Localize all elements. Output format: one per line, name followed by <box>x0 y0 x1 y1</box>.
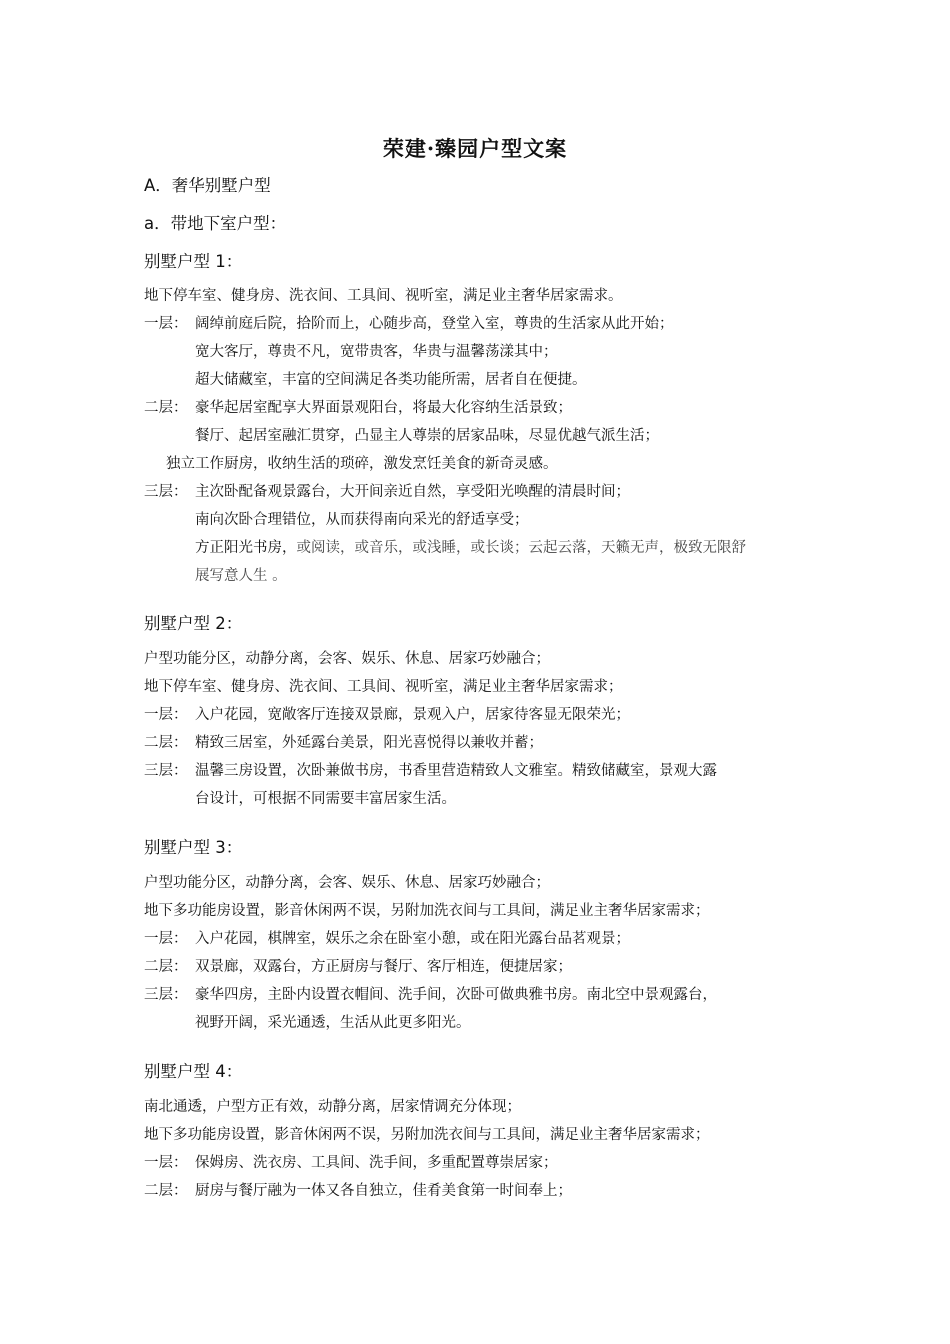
paragraph-line: 地下多功能房设置，影音休闲两不误，另附加洗衣间与工具间，满足业主奢华居家需求； <box>144 1127 710 1143</box>
type-heading: 别墅户型 1： <box>144 252 243 271</box>
floor-line <box>144 1181 572 1201</box>
type-heading: 别墅户型 3： <box>144 838 243 857</box>
floor-label: 二层： <box>144 959 188 975</box>
floor-line <box>144 1153 558 1173</box>
floor-label: 二层： <box>144 1183 188 1199</box>
floor-line <box>144 705 630 725</box>
floor-text: 厨房与餐厅融为一体又各自独立，佳肴美食第一时间奉上； <box>195 1183 572 1199</box>
type-heading: 别墅户型 2： <box>144 614 243 633</box>
floor-text: 保姆房、洗衣房、工具间、洗手间，多重配置尊崇居家； <box>195 1155 558 1171</box>
paragraph-line: 展写意人生 。 <box>195 568 287 584</box>
floor-label: 三层： <box>144 484 188 500</box>
paragraph-line: 地下多功能房设置，影音休闲两不误，另附加洗衣间与工具间，满足业主奢华居家需求； <box>144 903 710 919</box>
floor-line <box>144 482 630 502</box>
paragraph-line: 超大储藏室，丰富的空间满足各类功能所需，居者自在便捷。 <box>195 372 587 388</box>
floor-label: 二层： <box>144 735 188 751</box>
paragraph-text: 或阅读，或音乐，或浅睡，或长谈；云起云落，天籁无声，极致无限舒 <box>296 540 746 556</box>
paragraph-line: 南向次卧合理错位，从而获得南向采光的舒适享受； <box>195 512 529 528</box>
floor-label: 一层： <box>144 1155 188 1171</box>
floor-line <box>144 761 717 781</box>
paragraph-line <box>195 538 746 558</box>
type-heading: 别墅户型 4： <box>144 1062 243 1081</box>
paragraph-line: 餐厅、起居室融汇贯穿，凸显主人尊崇的居家品味，尽显优越气派生活； <box>195 428 659 444</box>
floor-label: 三层： <box>144 763 188 779</box>
floor-text: 主次卧配备观景露台，大开间亲近自然，享受阳光唤醒的清晨时间； <box>195 484 630 500</box>
floor-text: 豪华起居室配享大界面景观阳台，将最大化容纳生活景致； <box>195 400 572 416</box>
floor-line <box>144 314 674 334</box>
subsection-heading: a．带地下室户型： <box>144 214 287 233</box>
floor-label: 三层： <box>144 987 188 1003</box>
paragraph-line: 宽大客厅，尊贵不凡，宽带贵客，华贵与温馨荡漾其中； <box>195 344 558 360</box>
floor-text: 阔绰前庭后院，拾阶而上，心随步高，登堂入室，尊贵的生活家从此开始； <box>195 316 674 332</box>
floor-text: 入户花园，棋牌室，娱乐之余在卧室小憩，或在阳光露台品茗观景； <box>195 931 630 947</box>
floor-line <box>144 929 630 949</box>
floor-label: 一层： <box>144 931 188 947</box>
paragraph-line: 地下停车室、健身房、洗衣间、工具间、视听室，满足业主奢华居家需求。 <box>144 288 623 304</box>
paragraph-line: 视野开阔，采光通透，生活从此更多阳光。 <box>195 1015 471 1031</box>
paragraph-line: 南北通透，户型方正有效，动静分离，居家情调充分体现； <box>144 1099 521 1115</box>
paragraph-line: 独立工作厨房，收纳生活的琐碎，激发烹饪美食的新奇灵感。 <box>166 456 558 472</box>
section-heading: A．奢华别墅户型 <box>144 176 271 195</box>
floor-text: 精致三居室，外延露台美景，阳光喜悦得以兼收并蓄； <box>195 735 543 751</box>
floor-label: 一层： <box>144 316 188 332</box>
paragraph-line: 户型功能分区，动静分离，会客、娱乐、休息、居家巧妙融合； <box>144 875 550 891</box>
paragraph-line: 户型功能分区，动静分离，会客、娱乐、休息、居家巧妙融合； <box>144 651 550 667</box>
floor-line <box>144 398 572 418</box>
floor-label: 一层： <box>144 707 188 723</box>
floor-line <box>144 733 543 753</box>
floor-label: 二层： <box>144 400 188 416</box>
floor-text: 双景廊，双露台，方正厨房与餐厅、客厅相连，便捷居家； <box>195 959 572 975</box>
paragraph-line: 地下停车室、健身房、洗衣间、工具间、视听室，满足业主奢华居家需求； <box>144 679 623 695</box>
floor-text: 温馨三房设置，次卧兼做书房，书香里营造精致人文雅室。精致储藏室，景观大露 <box>195 763 717 779</box>
floor-line <box>144 957 572 977</box>
document-title: 荣建·臻园户型文案 <box>382 136 568 161</box>
floor-text: 入户花园，宽敞客厅连接双景廊，景观入户，居家待客显无限荣光； <box>195 707 630 723</box>
paragraph-line: 台设计，可根据不同需要丰富居家生活。 <box>195 791 456 807</box>
floor-text: 豪华四房，主卧内设置衣帽间、洗手间，次卧可做典雅书房。南北空中景观露台， <box>195 987 717 1003</box>
paragraph-text: 方正阳光书房， <box>195 540 297 556</box>
floor-line <box>144 985 717 1005</box>
